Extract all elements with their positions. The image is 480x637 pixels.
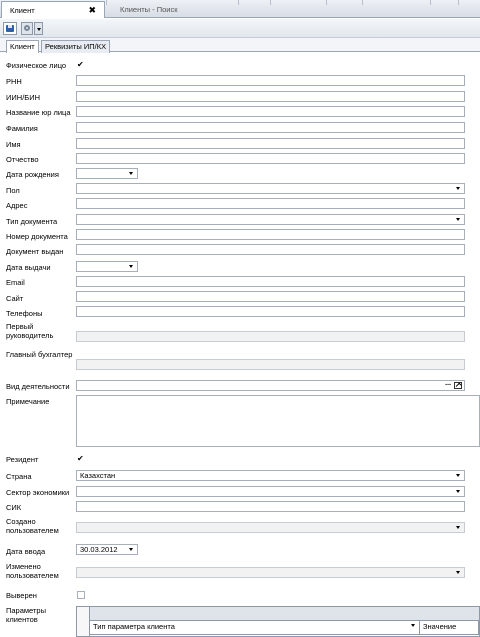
economy-sector-label: Сектор экономики <box>6 488 70 497</box>
verified-checkbox[interactable] <box>77 591 85 599</box>
chevron-down-icon <box>456 474 460 477</box>
issue-date-picker[interactable] <box>76 261 138 272</box>
email-label: Email <box>6 278 25 287</box>
tools-dropdown-button[interactable] <box>34 22 43 35</box>
chief-accountant-label: Главный бухгалтер <box>6 350 73 359</box>
birth-date-label: Дата рождения <box>6 170 59 179</box>
country-label: Страна <box>6 472 32 481</box>
verified-label: Выверен <box>6 591 37 600</box>
created-by-label-1: Создано <box>6 517 36 526</box>
tab-clients-search-label: Клиенты - Поиск <box>120 5 178 14</box>
address-label: Адрес <box>6 201 28 210</box>
changed-by-label-2: пользователем <box>6 571 59 580</box>
surname-label: Фамилия <box>6 124 38 133</box>
resident-label: Резидент <box>6 455 39 464</box>
site-label: Сайт <box>6 294 24 303</box>
chevron-down-icon <box>456 571 460 574</box>
name-label: Имя <box>6 140 21 149</box>
open-link-icon[interactable] <box>454 382 462 389</box>
tools-button[interactable] <box>21 22 33 35</box>
email-field[interactable] <box>76 276 465 287</box>
toolbar <box>0 19 480 38</box>
country-select[interactable] <box>76 470 465 481</box>
address-field[interactable] <box>76 198 465 209</box>
grid-header-value[interactable]: Значение <box>420 621 479 635</box>
gender-select[interactable] <box>76 183 465 194</box>
sik-label: СИК <box>6 503 22 512</box>
phones-label: Телефоны <box>6 309 43 318</box>
save-button[interactable] <box>3 22 17 35</box>
issue-date-label: Дата выдачи <box>6 263 51 272</box>
client-params-label-1: Параметры <box>6 606 46 615</box>
tab-client-form[interactable]: Клиент <box>6 40 39 53</box>
country-value: Казахстан <box>80 471 116 480</box>
entry-date-picker[interactable] <box>76 544 138 555</box>
grid-header-param-type-label: Тип параметра клиента <box>93 622 175 631</box>
chevron-down-icon <box>456 187 460 190</box>
phones-field[interactable] <box>76 306 465 317</box>
chief-accountant-field[interactable] <box>76 359 465 370</box>
surname-field[interactable] <box>76 122 465 133</box>
iin-bin-field[interactable] <box>76 91 465 102</box>
chevron-down-icon <box>129 172 133 175</box>
tab-client[interactable] <box>1 1 105 18</box>
sik-field[interactable] <box>76 501 465 512</box>
chevron-down-icon <box>129 548 133 551</box>
resident-checkbox[interactable] <box>77 456 85 464</box>
first-head-label-1: Первый <box>6 322 34 331</box>
client-params-label-2: клиентов <box>6 615 38 624</box>
chevron-down-icon <box>129 265 133 268</box>
document-tabs-bar <box>0 0 480 18</box>
doc-issuer-field[interactable] <box>76 244 465 255</box>
birth-date-picker[interactable] <box>76 168 138 179</box>
physical-person-checkbox[interactable] <box>77 62 85 70</box>
patronymic-label: Отчество <box>6 155 39 164</box>
ellipsis-button[interactable]: ··· <box>445 380 451 389</box>
changed-by-label-1: Изменено <box>6 562 41 571</box>
chevron-down-icon <box>456 526 460 529</box>
doc-number-field[interactable] <box>76 229 465 240</box>
gear-icon <box>24 25 30 31</box>
tab-clients-search[interactable] <box>112 1 232 18</box>
doc-issuer-label: Документ выдан <box>6 247 64 256</box>
site-field[interactable] <box>76 291 465 302</box>
doc-type-select[interactable] <box>76 214 465 225</box>
doc-type-label: Тип документа <box>6 217 58 226</box>
created-by-select[interactable] <box>76 522 465 533</box>
created-by-label-2: пользователем <box>6 526 59 535</box>
entry-date-value: 30.03.2012 <box>80 545 118 554</box>
save-icon <box>6 25 14 32</box>
grid-group-header <box>77 607 479 621</box>
first-head-field[interactable] <box>76 331 465 342</box>
client-params-grid[interactable] <box>76 606 480 637</box>
economy-sector-select[interactable] <box>76 486 465 497</box>
activity-field[interactable] <box>76 380 465 391</box>
activity-label: Вид деятельности <box>6 382 70 391</box>
form-tabs <box>0 38 480 52</box>
note-label: Примечание <box>6 397 50 406</box>
changed-by-select[interactable] <box>76 567 465 578</box>
grid-row-indicator <box>77 607 90 636</box>
chevron-down-icon <box>456 490 460 493</box>
chevron-down-icon <box>411 624 415 627</box>
legal-name-field[interactable] <box>76 106 465 117</box>
doc-number-label: Номер документа <box>6 232 68 241</box>
patronymic-field[interactable] <box>76 153 465 164</box>
tab-requisites[interactable]: Реквизиты ИП/КХ <box>41 40 110 53</box>
grid-header-param-type[interactable] <box>90 621 420 635</box>
rnn-label: РНН <box>6 77 22 86</box>
note-textarea[interactable] <box>76 395 480 447</box>
close-icon[interactable]: ✖ <box>88 5 96 15</box>
legal-name-label: Название юр лица <box>6 108 71 117</box>
iin-bin-label: ИИН/БИН <box>6 93 41 102</box>
gender-label: Пол <box>6 186 20 195</box>
rnn-field[interactable] <box>76 75 465 86</box>
name-field[interactable] <box>76 138 465 149</box>
tab-client-label: Клиент <box>10 6 35 15</box>
chevron-down-icon <box>456 218 460 221</box>
physical-person-label: Физическое лицо <box>6 61 67 70</box>
entry-date-label: Дата ввода <box>6 547 46 556</box>
first-head-label-2: руководитель <box>6 331 54 340</box>
